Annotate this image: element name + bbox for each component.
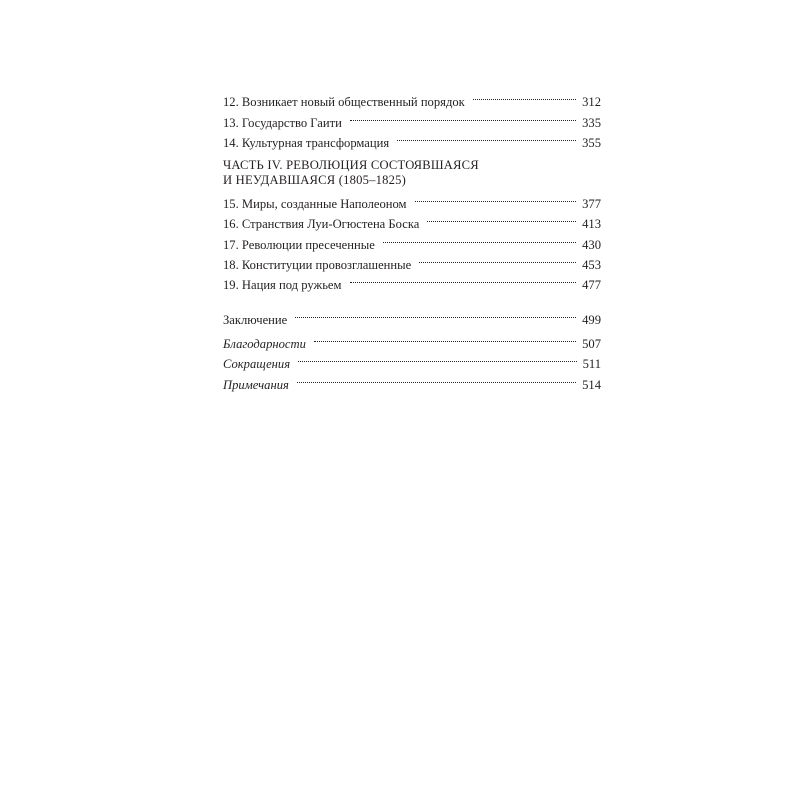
toc-entry-title: 12. Возникает новый общественный порядок: [223, 95, 465, 110]
dot-leader: [427, 208, 576, 228]
table-of-contents: [223, 86, 601, 392]
toc-entry-title: Заключение: [223, 312, 288, 327]
dot-leader: [473, 86, 576, 106]
toc-entry-title: 16. Странствия Луи-Огюстена Боска: [223, 217, 420, 232]
toc-entry-title: 13. Государство Гаити: [223, 115, 342, 130]
toc-entry-title: 15. Миры, созданные Наполеоном: [223, 197, 407, 212]
toc-entry-page: 335: [582, 115, 601, 130]
toc-entry-page: 507: [582, 336, 601, 351]
dot-leader: [350, 106, 576, 126]
dot-leader: [297, 368, 576, 388]
toc-entry-title: Примечания: [223, 377, 289, 392]
toc-entry-title: 19. Нация под ружьем: [223, 278, 342, 293]
toc-entry-conclusion: [223, 303, 601, 327]
toc-entry: [223, 86, 601, 110]
toc-entry-title: Сокращения: [223, 357, 291, 372]
dot-leader: [415, 188, 577, 208]
part-heading: [223, 158, 601, 188]
toc-entry-page: 413: [582, 217, 601, 232]
toc-entry-page: 377: [582, 197, 601, 212]
dot-leader: [295, 303, 576, 323]
toc-entry-page: 514: [582, 377, 601, 392]
dot-leader: [397, 127, 576, 147]
toc-entry-title: 17. Революции пресеченные: [223, 237, 375, 252]
part-heading-line: ЧАСТЬ IV. РЕВОЛЮЦИЯ СОСТОЯВШАЯСЯ: [223, 157, 479, 172]
part-heading-line: И НЕУДАВШАЯСЯ (1805–1825): [223, 172, 406, 187]
dot-leader: [298, 348, 576, 368]
toc-entry-title: 18. Конституции провозглашенные: [223, 258, 412, 273]
dot-leader: [419, 249, 576, 269]
toc-entry-title: Благодарности: [223, 336, 306, 351]
dot-leader: [383, 228, 576, 248]
toc-entry-title: 14. Культурная трансформация: [223, 135, 390, 150]
toc-entry-page: 430: [582, 237, 601, 252]
toc-entry-page: 477: [582, 278, 601, 293]
dot-leader: [350, 269, 577, 289]
toc-entry-page: 511: [582, 357, 601, 372]
toc-entry: [223, 188, 601, 212]
toc-entry-back-matter: [223, 328, 601, 351]
toc-entry-page: 499: [582, 312, 601, 327]
toc-entry-page: 312: [582, 95, 601, 110]
toc-entry-page: 355: [582, 135, 601, 150]
toc-entry-page: 453: [582, 258, 601, 273]
dot-leader: [314, 328, 576, 348]
